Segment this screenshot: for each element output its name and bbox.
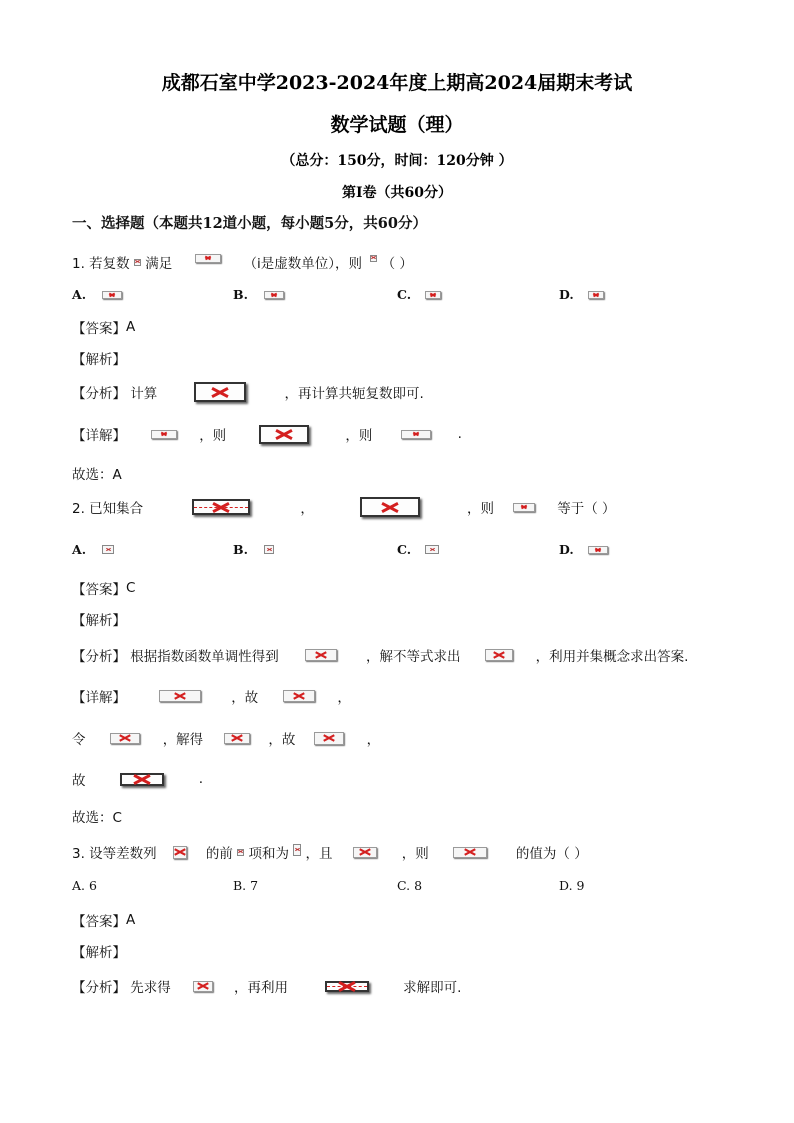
q1-text-1: 1. 若复数 bbox=[72, 256, 130, 272]
broken-image-icon bbox=[401, 430, 431, 439]
broken-image-icon bbox=[159, 690, 201, 702]
broken-image-icon bbox=[195, 254, 221, 263]
q2-answer-value: C bbox=[126, 580, 136, 596]
q1-detail: 【详解】 ，则 ，则 . bbox=[72, 426, 462, 444]
question-3-stem: 3. 设等差数列 的前 项和为 ，且 ，则 的值为（ ） bbox=[72, 846, 588, 862]
q3-explain-heading: 【解析】 bbox=[72, 945, 126, 961]
q3-answer: 【答案】A bbox=[72, 912, 136, 930]
broken-image-icon bbox=[370, 255, 377, 262]
broken-image-icon bbox=[193, 981, 213, 992]
q1-option-b: B. bbox=[233, 286, 284, 302]
q1-option-d: D. bbox=[559, 286, 604, 302]
q1-explain-heading: 【解析】 bbox=[72, 352, 126, 368]
q3-answer-value: A bbox=[126, 912, 136, 928]
broken-image-icon bbox=[293, 844, 301, 856]
broken-image-icon bbox=[588, 291, 604, 299]
broken-image-icon bbox=[173, 846, 187, 859]
q3-option-c: C. 8 bbox=[397, 878, 423, 893]
broken-image-icon bbox=[259, 425, 309, 444]
question-1-stem bbox=[72, 252, 413, 272]
broken-image-icon bbox=[425, 545, 439, 554]
q1-text-4: （ ） bbox=[381, 256, 413, 272]
broken-image-icon bbox=[110, 733, 140, 744]
q2-detail: 【详解】 ，故 ， bbox=[72, 690, 351, 706]
exam-meta: （总分：150分，时间：120分钟 ） bbox=[281, 153, 513, 169]
broken-image-icon bbox=[192, 499, 250, 515]
q2-detail-line-3: 故 . bbox=[72, 771, 203, 789]
q1-answer: 【答案】A bbox=[72, 319, 136, 337]
broken-image-icon bbox=[513, 503, 535, 512]
broken-image-icon bbox=[305, 649, 337, 661]
broken-image-icon bbox=[224, 733, 250, 744]
q3-option-b: B. 7 bbox=[233, 878, 259, 893]
q3-analysis: 【分析】 先求得 ，再利用 求解即可. bbox=[72, 980, 462, 996]
q2-analysis: 【分析】 根据指数函数单调性得到 ，解不等式求出 ，利用并集概念求出答案. bbox=[72, 649, 689, 665]
broken-image-icon bbox=[485, 649, 513, 661]
broken-image-icon bbox=[353, 847, 377, 858]
q1-text-2: 满足 bbox=[145, 256, 173, 272]
q1-answer-value: A bbox=[126, 319, 136, 335]
broken-image-icon bbox=[325, 981, 369, 992]
broken-image-icon bbox=[360, 497, 420, 517]
broken-image-icon bbox=[120, 773, 164, 786]
q2-detail-line-2: 令 ，解得 ，故 ， bbox=[72, 732, 381, 748]
broken-image-icon bbox=[264, 545, 274, 554]
q3-option-a: A. 6 bbox=[72, 878, 97, 893]
q2-choice: 故选：C bbox=[72, 810, 122, 826]
broken-image-icon bbox=[588, 546, 608, 554]
q2-option-d: D. bbox=[559, 541, 608, 557]
question-2-stem: 2. 已知集合 ， ，则 等于（ ） bbox=[72, 497, 616, 517]
broken-image-icon bbox=[151, 430, 177, 439]
q1-option-c: C. bbox=[397, 286, 441, 302]
q1-choice: 故选：A bbox=[72, 467, 122, 483]
q1-text-3: （i是虚数单位），则 bbox=[243, 256, 362, 272]
broken-image-icon bbox=[264, 291, 284, 299]
q2-option-a: A. bbox=[72, 541, 114, 557]
exam-subtitle: 数学试题（理） bbox=[330, 114, 464, 136]
q2-option-b: B. bbox=[233, 541, 274, 557]
broken-image-icon bbox=[425, 291, 441, 299]
broken-image-icon bbox=[314, 732, 344, 745]
broken-image-icon bbox=[237, 849, 244, 856]
broken-image-icon bbox=[194, 382, 246, 402]
q1-analysis: 【分析】 计算 ，再计算共轭复数即可. bbox=[72, 382, 424, 402]
q3-option-d: D. 9 bbox=[559, 878, 585, 893]
broken-image-icon bbox=[102, 291, 122, 299]
broken-image-icon bbox=[134, 259, 141, 266]
broken-image-icon bbox=[102, 545, 114, 554]
q1-option-a: A. bbox=[72, 286, 122, 302]
q2-option-c: C. bbox=[397, 541, 439, 557]
exam-title: 成都石室中学2023-2024年度上期高2024届期末考试 bbox=[161, 72, 633, 94]
section-heading: 一、选择题（本题共12道小题，每小题5分，共60分） bbox=[72, 215, 427, 232]
broken-image-icon bbox=[283, 690, 315, 702]
q2-answer: 【答案】C bbox=[72, 580, 136, 598]
q2-explain-heading: 【解析】 bbox=[72, 613, 126, 629]
broken-image-icon bbox=[453, 847, 487, 858]
volume-heading: 第I卷（共60分） bbox=[341, 185, 453, 201]
